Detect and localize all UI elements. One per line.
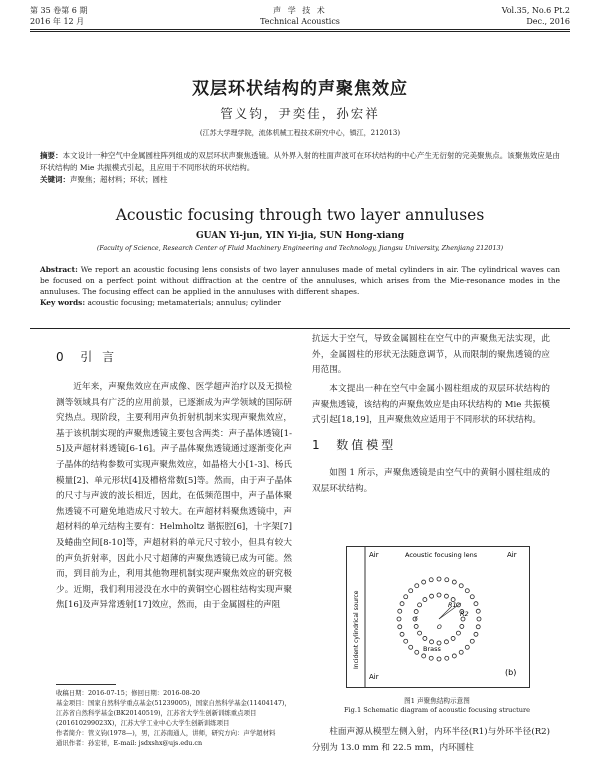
outer-brass-cylinder	[404, 595, 408, 599]
header-volume-cn: 第 35 卷第 6 期	[30, 6, 88, 15]
outer-brass-cylinder	[429, 578, 433, 582]
affiliation-en: (Faculty of Science, Research Center of Fluid Machinery Engineering and Technology, Jiangsu University, Zhenjiang 212013)	[96, 244, 504, 252]
label-source: Incident cylindrical source	[353, 590, 360, 669]
abstract-en-label: Abstract:	[40, 265, 78, 274]
footnotes	[56, 688, 292, 748]
inner-brass-cylinder	[456, 631, 460, 635]
intro-paragraph-left: 近年来，声聚焦效应在声成像、医学超声治疗以及无损检测等领域具有广泛的应用前景，已逐渐成为声学领域的国际研究热点。现阶段，主要利用声负折射机制来实现声聚焦效应，基于该机制实现的声聚焦透镜主要包含两类：声子晶体透镜[1-5]及声超材料透镜[6-16]。声子晶体聚焦透镜通过逐渐变化声子晶体的结构参数可实现声聚焦效应，如晶格大小[1-3]、杨氏模量[2]、单元形状[4]及槽格常数[5]等。然而，由于声子晶体的尺寸与声波的波长相近，因此，在低频范围中，声子晶体聚焦透镜不可避免地造成尺寸较大。在声超材料聚焦透镜中，声超材料的单元结构主要有：Helmholtz 谐振腔[6]，十字架[7]及蜷曲空间[8-10]等，声超材料的单元尺寸较小，但具有较大的声负折射率，因此小尺寸超薄的声聚焦透镜已成为可能。然而，到目前为止，利用其他物理机制实现声聚焦效应的研究极少。近期，我们利用浸没在水中的黄铜空心圆柱结构实现声聚焦[16]及声异常透射[17]效应，然而，由于金属圆柱的声阻	[56, 382, 292, 611]
model-paragraph: 如图 1 所示，声聚焦透镜是由空气中的黄铜小圆柱组成的双层环状结构。	[312, 468, 550, 494]
footnote-corresponding: 通讯作者：孙宏祥，E-mail: jsdxshx@ujs.edu.cn	[56, 739, 203, 747]
header-journal-en: Technical Acoustics	[260, 17, 340, 26]
section-0-number: 0	[56, 350, 67, 364]
outer-brass-cylinder	[397, 617, 401, 621]
paper-title-en: Acoustic focusing through two layer annuluses	[115, 206, 485, 224]
inner-brass-cylinder	[451, 636, 455, 640]
outer-brass-cylinder	[445, 656, 449, 660]
header-rule-2	[30, 31, 570, 32]
outer-brass-cylinder	[398, 609, 402, 613]
keywords-cn-label: 关键词：	[40, 175, 70, 184]
footnote-funding: 基金项目：国家自然科学重点基金(51239005)，国家自然科学基金(11404147)，江苏省自然科学基金(BK20140519)，江苏省大学生创新训练重点项目(201610299023X)，江苏大学工业中心大学生创新训练项目	[56, 699, 291, 727]
affiliation-cn: (江苏大学理学院，流体机械工程技术研究中心，镇江，212013)	[199, 129, 401, 137]
abstract-cn	[40, 150, 560, 186]
outer-brass-cylinder	[409, 645, 413, 649]
outer-brass-cylinder	[477, 617, 481, 621]
outer-brass-cylinder	[415, 650, 419, 654]
header-date-cn: 2016 年 12 月	[30, 17, 85, 26]
label-lens: Acoustic focusing lens	[405, 551, 478, 559]
label-brass: Brass	[423, 645, 441, 653]
outer-brass-cylinder	[465, 589, 469, 593]
header-rule	[30, 29, 570, 30]
inner-brass-cylinder	[430, 594, 434, 598]
header-volume-en: Vol.35, No.6 Pt.2	[501, 6, 570, 15]
intro-paragraph-right-2: 本文提出一种在空气中金属小圆柱组成的双层环状结构的声聚焦透镜，该结构的声聚焦效应是由环状结构的 Mie 共振模式引起[18,19]，且声聚焦效应适用于不同形状的环状结构。	[312, 384, 550, 426]
outer-brass-cylinder	[398, 625, 402, 629]
label-r: r	[415, 615, 418, 622]
inner-brass-cylinder	[414, 624, 418, 628]
outer-brass-cylinder	[476, 625, 480, 629]
outer-brass-cylinder	[445, 578, 449, 582]
abstract-en-text: We report an acoustic focusing lens consists of two layer annuluses made of metal cylinders in air. The cylindrical waves can be focused on a perfect point without diffraction at the centre of the annuluses, which arises from the Mie-resonance modes in the annuluses. The focusing effect can be applied in the annuluses with different shapes.	[40, 265, 560, 296]
outer-brass-cylinder	[470, 595, 474, 599]
outer-brass-cylinder	[422, 654, 426, 658]
outer-brass-cylinder	[459, 650, 463, 654]
footnote-author: 作者简介：管义钧(1978—)，男，江苏南通人，讲师，研究方向：声学超材料	[56, 729, 276, 737]
outer-brass-cylinder	[415, 584, 419, 588]
outer-brass-cylinder	[400, 632, 404, 636]
inner-brass-cylinder	[444, 594, 448, 598]
outer-brass-cylinder	[476, 609, 480, 613]
abstract-cn-text: 本文设计一种空气中金属圆柱阵列组成的双层环状声聚焦透镜。从外界入射的柱面声波可在环状结构的中心产生无衍射的完美聚焦点。该聚焦效应是由环状结构的 Mie 共振模式引起，且应用于不同形状的环状结构。	[40, 151, 561, 172]
label-air-3: Air	[369, 673, 379, 681]
authors-en: GUAN Yi-jun, YIN Yi-jia, SUN Hong-xiang	[195, 231, 405, 241]
footnote-rule	[56, 684, 116, 685]
section-0-title: 引 言	[80, 350, 118, 364]
abstract-cn-label: 摘要：	[40, 151, 63, 160]
intro-paragraph-right: 抗远大于空气，导致金属圆柱在空气中的声聚焦无法实现，此外，金属圆柱的形状无法随意调节，从而限制的聚焦透镜的应用范围。	[312, 334, 550, 376]
inner-brass-cylinder	[423, 598, 427, 602]
figure-1	[346, 546, 530, 688]
header-date-en: Dec., 2016	[526, 17, 570, 26]
inner-brass-cylinder	[418, 631, 422, 635]
outer-brass-cylinder	[459, 584, 463, 588]
label-air-1: Air	[369, 551, 379, 559]
section-0-heading	[56, 348, 117, 365]
inner-brass-cylinder	[414, 610, 418, 614]
model-paragraph-2: 柱面声源从模型左侧入射，内环半径(R1)与外环半径(R2)分别为 13.0 mm 和 22.5 mm，内环圆柱	[312, 727, 550, 753]
keywords-en: acoustic focusing; metamaterials; annulus; cylinder	[87, 298, 282, 307]
outer-brass-cylinder	[474, 602, 478, 606]
label-air-2: Air	[507, 551, 517, 559]
inner-brass-cylinder	[437, 593, 441, 597]
inner-brass-cylinder	[444, 640, 448, 644]
section-1-title: 数值模型	[336, 438, 397, 452]
label-b: (b)	[505, 668, 517, 677]
figure-1-diagram	[347, 547, 529, 687]
inner-brass-cylinder	[460, 624, 464, 628]
outer-brass-cylinder	[429, 656, 433, 660]
outer-brass-cylinder	[470, 639, 474, 643]
section-1-heading	[312, 436, 396, 453]
outer-brass-cylinder	[400, 602, 404, 606]
authors-cn: 管义钧，尹奕佳，孙宏祥	[220, 106, 380, 121]
outer-brass-cylinder	[465, 645, 469, 649]
outer-brass-cylinder	[452, 580, 456, 584]
outer-brass-cylinder	[409, 589, 413, 593]
label-r1: R1	[448, 601, 457, 609]
footnote-received: 收稿日期：2016-07-15；修回日期：2016-08-20	[56, 689, 200, 697]
outer-brass-cylinder	[422, 580, 426, 584]
label-r2: R2	[460, 610, 469, 618]
outer-brass-cylinder	[452, 654, 456, 658]
section-1-number: 1	[312, 438, 323, 452]
outer-brass-cylinder	[404, 639, 408, 643]
keywords-cn: 声聚焦；超材料；环状；圆柱	[70, 175, 168, 184]
abstract-rule	[30, 328, 570, 329]
label-o: O	[437, 624, 442, 631]
outer-brass-cylinder	[474, 632, 478, 636]
paper-title-cn: 双层环状结构的声聚焦效应	[192, 79, 408, 99]
inner-brass-cylinder	[423, 636, 427, 640]
inner-brass-cylinder	[430, 640, 434, 644]
figure-caption-en: Fig.1 Schematic diagram of acoustic focusing structure	[343, 706, 531, 714]
abstract-en	[40, 264, 560, 308]
outer-brass-cylinder	[437, 577, 441, 581]
keywords-en-label: Key words:	[40, 298, 86, 307]
outer-brass-cylinder	[437, 657, 441, 661]
inner-brass-cylinder	[418, 603, 422, 607]
header-journal-cn: 声 学 技 术	[273, 6, 327, 15]
figure-caption-cn: 图1 声聚焦结构示意图	[404, 697, 470, 705]
